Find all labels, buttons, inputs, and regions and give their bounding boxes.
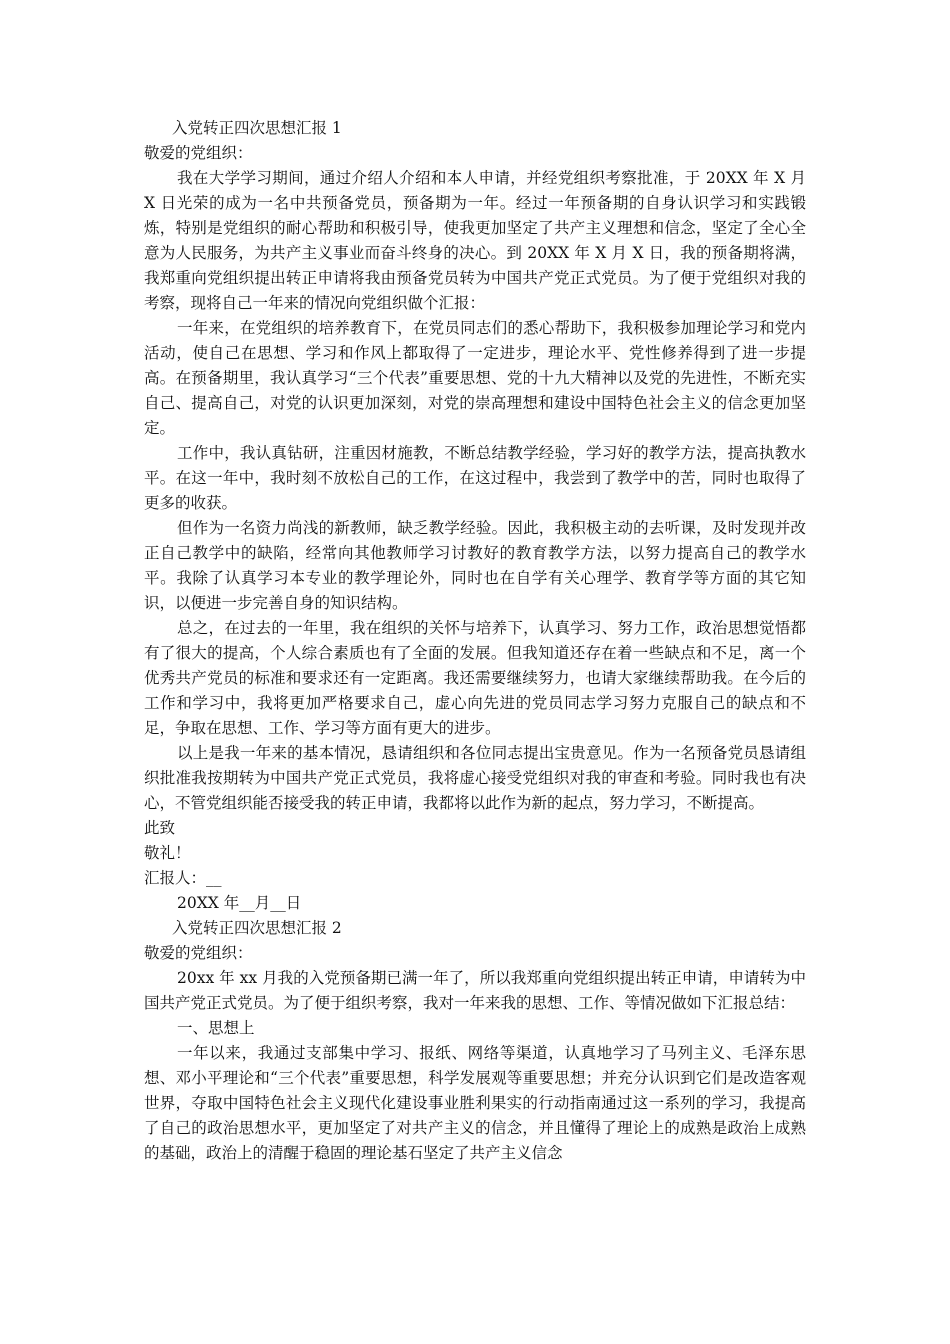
report-title-2: 入党转正四次思想汇报 2 <box>172 919 342 937</box>
report-title-1: 入党转正四次思想汇报 1 <box>172 119 342 137</box>
salutation-2: 敬爱的党组织： <box>144 944 253 962</box>
salutation-1: 敬爱的党组织： <box>144 144 253 162</box>
report-date: 20XX 年__月__日 <box>177 894 302 912</box>
paragraph: 20xx 年 xx 月我的入党预备期已满一年了，所以我郑重向党组织提出转正申请，申请转为中国共产党正式党员。为了便于组织考察，我对一年来我的思想、工作、等情况做如下汇报总结： <box>144 969 806 1012</box>
paragraph: 但作为一名资力尚浅的新教师，缺乏教学经验。因此，我积极主动的去听课，及时发现并改正自己教学中的缺陷，经常向其他教师学习讨教好的教育教学方法，以努力提高自己的教学水平。我除了认真学习本专业的教学理论外，同时也在自学有关心理学、教育学等方面的其它知识，以便进一步完善自身的知识结构。 <box>144 519 806 612</box>
paragraph: 一年以来，我通过支部集中学习、报纸、网络等渠道，认真地学习了马列主义、毛泽东思想、邓小平理论和“三个代表”重要思想，科学发展观等重要思想；并充分认识到它们是改造客观世界，夺取中国特色社会主义现代化建设事业胜利果实的行动指南通过这一系列的学习，我提高了自己的政治思想水平，更加坚定了对共产主义的信念，并且懂得了理论上的成熟是政治上成熟的基础，政治上的清醒于稳固的理论基石坚定了共产主义信念 <box>144 1044 806 1162</box>
document-page <box>144 116 806 1166</box>
paragraph: 工作中，我认真钻研，注重因材施教，不断总结教学经验，学习好的教学方法，提高执教水平。在这一年中，我时刻不放松自己的工作，在这过程中，我尝到了教学中的苦，同时也取得了更多的收获。 <box>144 444 806 512</box>
reporter-signature: 汇报人：__ <box>144 869 222 887</box>
paragraph: 以上是我一年来的基本情况，恳请组织和各位同志提出宝贵意见。作为一名预备党员恳请组织批准我按期转为中国共产党正式党员，我将虚心接受党组织对我的审查和考验。同时我也有决心，不管党组织能否接受我的转正申请，我都将以此作为新的起点，努力学习，不断提高。 <box>144 744 806 812</box>
section-heading: 一、思想上 <box>177 1019 255 1037</box>
closing-line: 此致 <box>144 819 176 837</box>
closing-salute: 敬礼！ <box>144 844 191 862</box>
paragraph: 一年来，在党组织的培养教育下，在党员同志们的悉心帮助下，我积极参加理论学习和党内活动，使自己在思想、学习和作风上都取得了一定进步，理论水平、党性修养得到了进一步提高。在预备期里，我认真学习“三个代表”重要思想、党的十九大精神以及党的先进性，不断充实自己、提高自己，对党的认识更加深刻，对党的崇高理想和建设中国特色社会主义的信念更加坚定。 <box>144 319 806 437</box>
paragraph: 我在大学学习期间，通过介绍人介绍和本人申请，并经党组织考察批准，于 20XX 年 X 月 X 日光荣的成为一名中共预备党员，预备期为一年。经过一年预备期的自身认识学习和实践锻炼，特别是党组织的耐心帮助和积极引导，使我更加坚定了共产主义理想和信念，坚定了全心全意为人民服务，为共产主义事业而奋斗终身的决心。到 20XX 年 X 月 X 日，我的预备期将满，我郑重向党组织提出转正申请将我由预备党员转为中国共产党正式党员。为了便于党组织对我的考察，现将自己一年来的情况向党组织做个汇报： <box>144 169 806 312</box>
paragraph: 总之，在过去的一年里，我在组织的关怀与培养下，认真学习、努力工作，政治思想觉悟都有了很大的提高，个人综合素质也有了全面的发展。但我知道还存在着一些缺点和不足，离一个优秀共产党员的标准和要求还有一定距离。我还需要继续努力，也请大家继续帮助我。在今后的工作和学习中，我将更加严格要求自己，虚心向先进的党员同志学习努力克服自己的缺点和不足，争取在思想、工作、学习等方面有更大的进步。 <box>144 619 806 737</box>
